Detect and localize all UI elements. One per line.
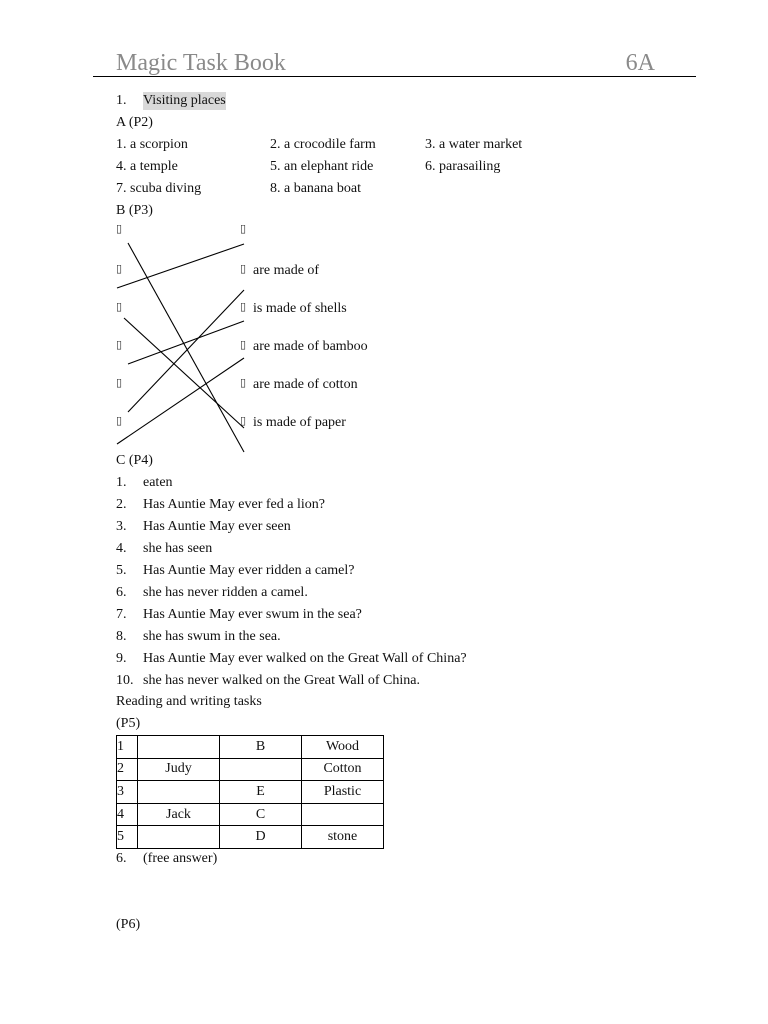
table-cell: E (220, 781, 302, 804)
table-cell: Plastic (302, 781, 384, 804)
part-b-label: B (P3) (116, 203, 153, 218)
left-box-2: ▯ (116, 262, 123, 275)
part-a-item: 2. a crocodile farm (270, 137, 376, 152)
part-a-item: 8. a banana boat (270, 181, 361, 196)
table-cell: 5 (117, 826, 138, 849)
table-cell: 2 (117, 758, 138, 781)
part-c-answer: Has Auntie May ever fed a lion? (143, 497, 325, 512)
table-row (117, 736, 384, 759)
table-cell (302, 803, 384, 826)
match-line (128, 243, 247, 452)
table-cell: B (220, 736, 302, 759)
table-cell (138, 736, 220, 759)
part-c-number: 9. (116, 651, 127, 666)
table-row (117, 803, 384, 826)
part-c-number: 4. (116, 541, 127, 556)
right-box-4: ▯ (240, 338, 247, 351)
table-cell: Jack (138, 803, 220, 826)
table-cell: 3 (117, 781, 138, 804)
p5-label: (P5) (116, 716, 141, 731)
right-box-1: ▯ (240, 222, 247, 235)
match-phrase: is made of paper (253, 415, 346, 430)
part-c-answer: she has never ridden a camel. (143, 585, 308, 600)
match-line (128, 321, 247, 364)
left-box-4: ▯ (116, 338, 123, 351)
match-line (117, 358, 247, 444)
match-line (124, 318, 247, 428)
table-cell (138, 781, 220, 804)
right-box-5: ▯ (240, 376, 247, 389)
p6-label: (P6) (116, 917, 141, 932)
part-a-item: 6. parasailing (425, 159, 501, 174)
book-title: Magic Task Book (116, 50, 286, 76)
table-cell (138, 826, 220, 849)
part-c-answer: Has Auntie May ever swum in the sea? (143, 607, 362, 622)
table-row (117, 758, 384, 781)
right-box-2: ▯ (240, 262, 247, 275)
part-c-number: 6. (116, 585, 127, 600)
right-box-3: ▯ (240, 300, 247, 313)
part-c-answer: she has never walked on the Great Wall of China. (143, 673, 420, 688)
match-line (117, 244, 247, 288)
table-cell: C (220, 803, 302, 826)
section-number: 1. (116, 93, 127, 108)
table-cell: 1 (117, 736, 138, 759)
part-a-item: 1. a scorpion (116, 137, 188, 152)
reading-title: Reading and writing tasks (116, 694, 262, 709)
part-a-label: A (P2) (116, 115, 153, 130)
part-c-answer: she has seen (143, 541, 213, 556)
part-c-number: 3. (116, 519, 127, 534)
match-phrase: is made of shells (253, 301, 347, 316)
table-cell: 4 (117, 803, 138, 826)
item6-number: 6. (116, 851, 127, 866)
table-cell: D (220, 826, 302, 849)
right-box-6: ▯ (240, 414, 247, 427)
part-c-number: 2. (116, 497, 127, 512)
part-c-answer: Has Auntie May ever seen (143, 519, 291, 534)
part-a-item: 4. a temple (116, 159, 178, 174)
table-cell: Judy (138, 758, 220, 781)
part-c-answer: Has Auntie May ever walked on the Great Wall of China? (143, 651, 467, 666)
part-c-number: 7. (116, 607, 127, 622)
left-box-6: ▯ (116, 414, 123, 427)
section-title: Visiting places (143, 93, 226, 108)
answer-table (116, 735, 384, 849)
part-c-answer: she has swum in the sea. (143, 629, 281, 644)
match-line (128, 290, 247, 412)
match-phrase: are made of (253, 263, 320, 278)
table-cell: Wood (302, 736, 384, 759)
table-row (117, 826, 384, 849)
left-box-5: ▯ (116, 376, 123, 389)
table-row (117, 781, 384, 804)
table-cell: Cotton (302, 758, 384, 781)
part-c-number: 8. (116, 629, 127, 644)
part-a-item: 7. scuba diving (116, 181, 202, 196)
grade-label: 6A (625, 50, 655, 76)
table-cell: stone (302, 826, 384, 849)
part-c-number: 5. (116, 563, 127, 578)
match-phrase: are made of cotton (253, 377, 358, 392)
part-c-label: C (P4) (116, 453, 153, 468)
match-phrase: are made of bamboo (253, 339, 368, 354)
left-box-3: ▯ (116, 300, 123, 313)
part-c-answer: eaten (143, 475, 173, 490)
table-cell (220, 758, 302, 781)
part-c-number: 10. (116, 673, 134, 688)
part-c-number: 1. (116, 475, 127, 490)
part-a-item: 3. a water market (425, 137, 523, 152)
part-c-answer: Has Auntie May ever ridden a camel? (143, 563, 355, 578)
left-box-1: ▯ (116, 222, 123, 235)
part-a-item: 5. an elephant ride (270, 159, 374, 174)
item6-answer: (free answer) (143, 851, 218, 866)
